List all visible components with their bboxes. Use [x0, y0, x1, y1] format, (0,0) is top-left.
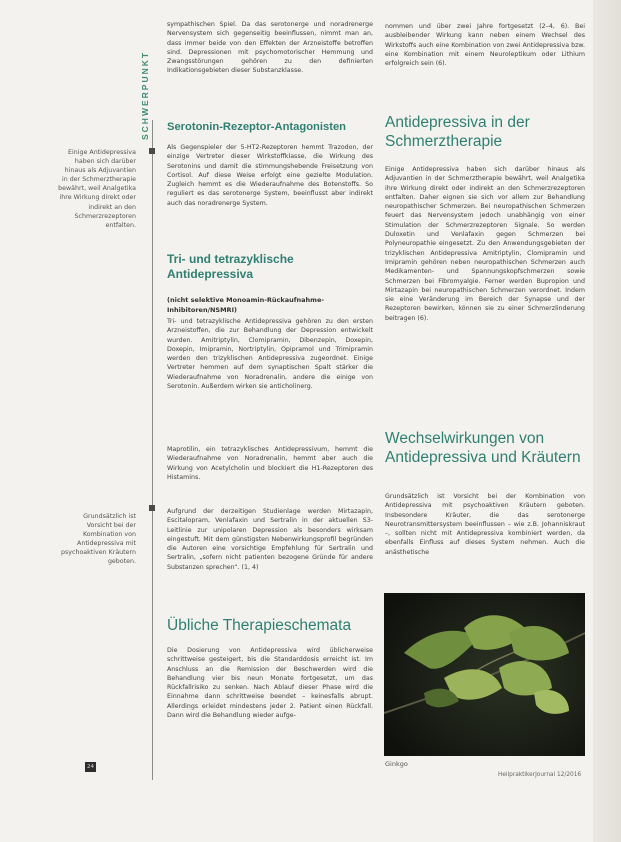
paragraph: sympathischen Spiel. Da das serotonerge und noradrenerge Nervensystem sich gegenseitig beeinflussen, nimmt man an, dass immer beide von den Effekten der Arzneistoffe betroffen sind. Depressionen mit psychomotorischer Hemmung und Zwangsstörungen gehören zu den definierten Indikationsgebieten dieser Substanzklasse.: [167, 21, 373, 75]
heading-pain-therapy: Antidepressiva in der Schmerztherapie: [385, 114, 530, 150]
heading-interactions: Wechselwirkungen von Antidepressiva und Kräutern: [385, 430, 581, 466]
paragraph: Grundsätzlich ist Vorsicht bei der Kombination von Antidepressiva mit psychoaktiven Kräutern geboten. Insbesondere Kräuter, die das serotonerge Neurotransmittersystem beeinflussen – wie z.B. Johanniskraut –, sollten nicht mit Antidepressiva kombiniert werden, da ebenfalls Einfluss auf dieses System nehmen. Auch die anästhetische: [385, 493, 585, 556]
tetracyclic-text: [167, 445, 373, 495]
scan-edge: [593, 0, 621, 842]
page-number: 24: [87, 764, 94, 770]
tricyclic-text: [167, 317, 373, 443]
photo-caption: Ginkgo: [385, 760, 408, 768]
paragraph: Als Gegenspieler der 5-HT2-Rezeptoren hemmt Trazodon, der einzige Vertreter dieser Wirkstoffklasse, die Wirkung des Serotonins und damit die stimmungshebende Freisetzung von Cortisol. Auf diese Weise erfolgt eine gezielte Modulation. Zugleich hemmt es die Wiederaufnahme des Botenstoffs. So reguliert es das serotonerge System, beeinflusst aber indirekt auch das noradrenerge System.: [167, 144, 373, 207]
journal-source: HeilpraktikerJournal 12/2016: [498, 772, 582, 778]
heading-serotonin-antagonists: Serotonin-Rezeptor-Antagonisten: [167, 121, 346, 133]
column-divider: [152, 120, 153, 780]
paragraph: Tri- und tetrazyklische Antidepressiva gehören zu den ersten Arzneistoffen, die zur Behandlung der Depression entwickelt wurden. Amitriptylin, Clomipramin, Dibenzepin, Doxepin, Doxepin, Imipramin, Nortriptylin, Opipramol und Trimipramin werden den trizyklischen Antidepressiva zugeordnet. Einige Vertreter hemmen auf dem synaptischen Spalt stärker die Wiederaufnahme von Noradrenalin, andere die einige von Serotonin. Außerdem wirken sie anticholinerg.: [167, 318, 373, 391]
ginkgo-leaves-icon: [384, 593, 585, 756]
studies-text: [167, 507, 373, 599]
sidenote-pain: Einige Antidepressiva haben sich darüber hinaus als Adjuvantien in der Schmerztherapie bewährt, weil Analgetika ihre Wirkung direkt oder indirekt an den Schmerzrezeptoren entfalten.: [58, 149, 136, 229]
heading-therapy-schemes: Übliche Therapieschemata: [167, 617, 352, 634]
section-tag: SCHWERPUNKT: [140, 50, 150, 140]
sidenote-marker: [149, 148, 155, 154]
right-intro-text: [385, 22, 585, 94]
paragraph: Einige Antidepressiva haben sich darüber hinaus als Adjuvantien in der Schmerztherapie bewährt, weil Analgetika ihre Wirkung direkt oder indirekt an den Schmerzrezeptoren entfalten. Daher eignen sie sich vor allem zur Behandlung neuropathischer Schmerzen. Bei neuropathischen Schmerzen feuert das Nervensystem jedoch unabhängig von einer Stimulation der Schmerzrezeptoren Signale. So werden Duloxetin und Venlafaxin gegen Schmerzen bei Polyneuropathie eingesetzt. Zu den Anwendungsgebieten der trizyklischen Antidepressiva Amitriptylin, Clomipramin und Imipramin gehören neben neuropathischen Schmerzen auch Medikamenten- und Spannungskopfschmerzen sowie Schmerzen bei Fibromyalgie. Ferner werden Bupropion und Mirtazapin bei neuropathischen Schmerzen verordnet. Indem sie eine Veränderung im Bereich der Synapse und der Rezeptoren bewirken, können sie zu einer Schmerzlinderung beitragen (6).: [385, 166, 585, 322]
heading-tricyclic: Tri- und tetrazyklische Antidepressiva: [167, 252, 294, 281]
ginkgo-leaves-photo: [384, 593, 585, 756]
interactions-text: [385, 492, 585, 582]
serotonin-text: [167, 143, 373, 235]
left-intro-text: [167, 20, 373, 112]
paragraph: Aufgrund der derzeitigen Studienlage werden Mirtazapin, Escitalopram, Venlafaxin und Sertralin in der aktuellen S3-Leitlinie zur unipolaren Depression als besonders wirksam eingestuft. Mit dem günstigsten Nebenwirkungsprofil begründen die Autoren eine vorsichtige Empfehlung für Sertralin und Sertralin, „sofern nicht patienten bezogene Gründe für andere Substanzen sprechen“. (1, 4): [167, 508, 373, 571]
therapy-text: [167, 646, 373, 754]
sidenote-herbs: Grundsätzlich ist Vorsicht bei der Kombination von Antidepressiva mit psychoaktiven Kräutern geboten.: [60, 513, 136, 566]
sidenote-marker: [149, 505, 155, 511]
pain-therapy-text: [385, 165, 585, 411]
subheading-nsmri: (nicht selektive Monoamin-Rückaufnahme-Inhibitoren/NSMRI): [167, 296, 325, 314]
paragraph: nommen und über zwei Jahre fortgesetzt (2–4, 6). Bei ausbleibender Wirkung kann neben einem Wechsel des Wirkstoffs auch eine Kombination von zwei Antidepressiva bzw. eine Kombination mit einem Neuroleptikum oder Lithium erfolgreich sein (6).: [385, 23, 585, 68]
paragraph: Die Dosierung von Antidepressiva wird üblicherweise schrittweise gesteigert, bis die Standarddosis erreicht ist. Im Anschluss an die Remission der Beschwerden wird die Behandlung vier bis neun Monate fortgesetzt, um das Rückfallrisiko zu senken. Nach Ablauf dieser Phase wird die Einnahme dann schrittweise beendet – keinesfalls abrupt. Allerdings erleidet mindestens jeder 2. Patient einen Rückfall. Dann wird die Behandlung wieder aufge-: [167, 647, 373, 720]
paragraph: Maprotilin, ein tetrazyklisches Antidepressivum, hemmt die Wiederaufnahme von Noradrenalin, hemmt aber auch die Wirkung von Acetylcholin und blockiert die H1-Rezeptoren des Histamins.: [167, 446, 373, 481]
